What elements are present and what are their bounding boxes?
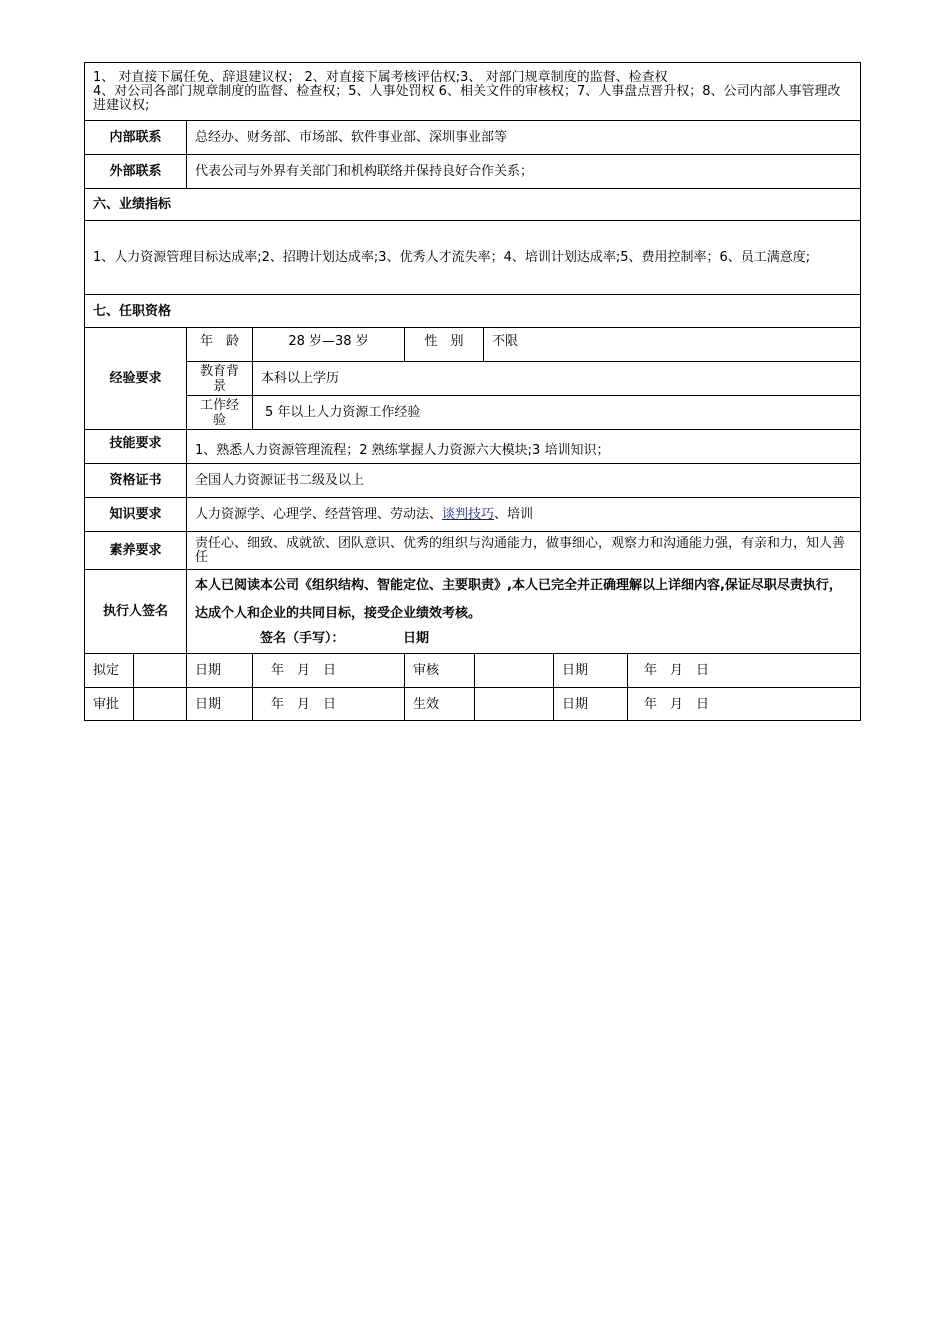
certificate-label: 资格证书 — [85, 464, 187, 498]
approve-date-label: 日期 — [187, 688, 253, 721]
effective-label: 生效 — [405, 688, 475, 721]
external-contact-label: 外部联系 — [85, 155, 187, 189]
gender-value: 不限 — [484, 328, 861, 362]
knowledge-label: 知识要求 — [85, 498, 187, 532]
kpi-value: 1、人力资源管理目标达成率;2、招聘计划达成率;3、优秀人才流失率；4、培训计划达成率;5、费用控制率；6、员工满意度; — [85, 221, 861, 295]
draft-date-label: 日期 — [187, 654, 253, 688]
skills-row — [85, 430, 861, 464]
kpi-heading: 六、业绩指标 — [85, 189, 861, 221]
kpi-heading-row — [85, 189, 861, 221]
internal-contact-label: 内部联系 — [85, 121, 187, 155]
approve-date-value: 年 月 日 — [253, 688, 405, 721]
authority-row — [85, 63, 861, 121]
signature-label: 执行人签名 — [85, 570, 187, 654]
age-row — [85, 328, 861, 362]
quality-value: 责任心、细致、成就欲、团队意识、优秀的组织与沟通能力，做事细心，观察力和沟通能力强，有亲和力，知人善任 — [187, 532, 861, 570]
draft-signer-cell — [134, 654, 187, 688]
qualification-heading-row — [85, 295, 861, 328]
effective-signer-cell — [475, 688, 554, 721]
effective-date-value: 年 月 日 — [628, 688, 861, 721]
review-signer-cell — [475, 654, 554, 688]
signature-row — [85, 570, 861, 654]
authority-cell — [85, 63, 861, 121]
review-label: 审核 — [405, 654, 475, 688]
gender-label: 性 别 — [405, 328, 484, 362]
approve-label: 审批 — [85, 688, 134, 721]
review-date-value: 年 月 日 — [628, 654, 861, 688]
negotiation-skills-link[interactable]: 谈判技巧 — [442, 507, 495, 522]
external-contact-value: 代表公司与外界有关部门和机构联络并保持良好合作关系； — [187, 155, 861, 189]
skills-value: 1、熟悉人力资源管理流程；2 熟练掌握人力资源六大模块;3 培训知识； — [187, 430, 861, 464]
work-experience-label: 工作经验 — [187, 396, 253, 430]
quality-label: 素养要求 — [85, 532, 187, 570]
qualification-heading: 七、任职资格 — [85, 295, 861, 328]
internal-contact-row — [85, 121, 861, 155]
experience-label: 经验要求 — [85, 328, 187, 430]
education-row — [85, 362, 861, 396]
kpi-row — [85, 221, 861, 295]
knowledge-value — [187, 498, 861, 532]
work-experience-row — [85, 396, 861, 430]
approve-row — [85, 688, 861, 721]
job-description-table — [84, 62, 861, 721]
approve-signer-cell — [134, 688, 187, 721]
draft-row — [85, 654, 861, 688]
draft-date-value: 年 月 日 — [253, 654, 405, 688]
internal-contact-value: 总经办、财务部、市场部、软件事业部、深圳事业部等 — [187, 121, 861, 155]
signature-statement: 本人已阅读本公司《组织结构、智能定位、主要职责》,本人已完全并正确理解以上详细内容,保证尽职尽责执行，达成个人和企业的共同目标，接受企业绩效考核。 — [195, 578, 842, 621]
signature-line: 签名（手写）： 日期 — [260, 631, 430, 646]
education-value: 本科以上学历 — [253, 362, 861, 396]
authority-line-2: 4、对公司各部门规章制度的监督、检查权；5、人事处罚权 6、相关文件的审核权；7、人事盘点晋升权；8、公司内部人事管理改进建议权; — [93, 83, 841, 113]
quality-row — [85, 532, 861, 570]
review-date-label: 日期 — [554, 654, 628, 688]
draft-label: 拟定 — [85, 654, 134, 688]
knowledge-row — [85, 498, 861, 532]
knowledge-text-after: 、培训 — [494, 507, 534, 522]
signature-cell — [187, 570, 861, 654]
work-experience-value: 5 年以上人力资源工作经验 — [253, 396, 861, 430]
effective-date-label: 日期 — [554, 688, 628, 721]
external-contact-row — [85, 155, 861, 189]
age-label: 年 龄 — [187, 328, 253, 362]
knowledge-text-before: 人力资源学、心理学、经营管理、劳动法、 — [195, 507, 443, 522]
education-label: 教育背景 — [187, 362, 253, 396]
certificate-value: 全国人力资源证书二级及以上 — [187, 464, 861, 498]
certificate-row — [85, 464, 861, 498]
authority-line-1: 1、 对直接下属任免、辞退建议权； 2、对直接下属考核评估权;3、 对部门规章制度的监督、检查权 — [93, 69, 668, 85]
skills-label: 技能要求 — [85, 430, 187, 464]
age-value: 28 岁—38 岁 — [253, 328, 405, 362]
